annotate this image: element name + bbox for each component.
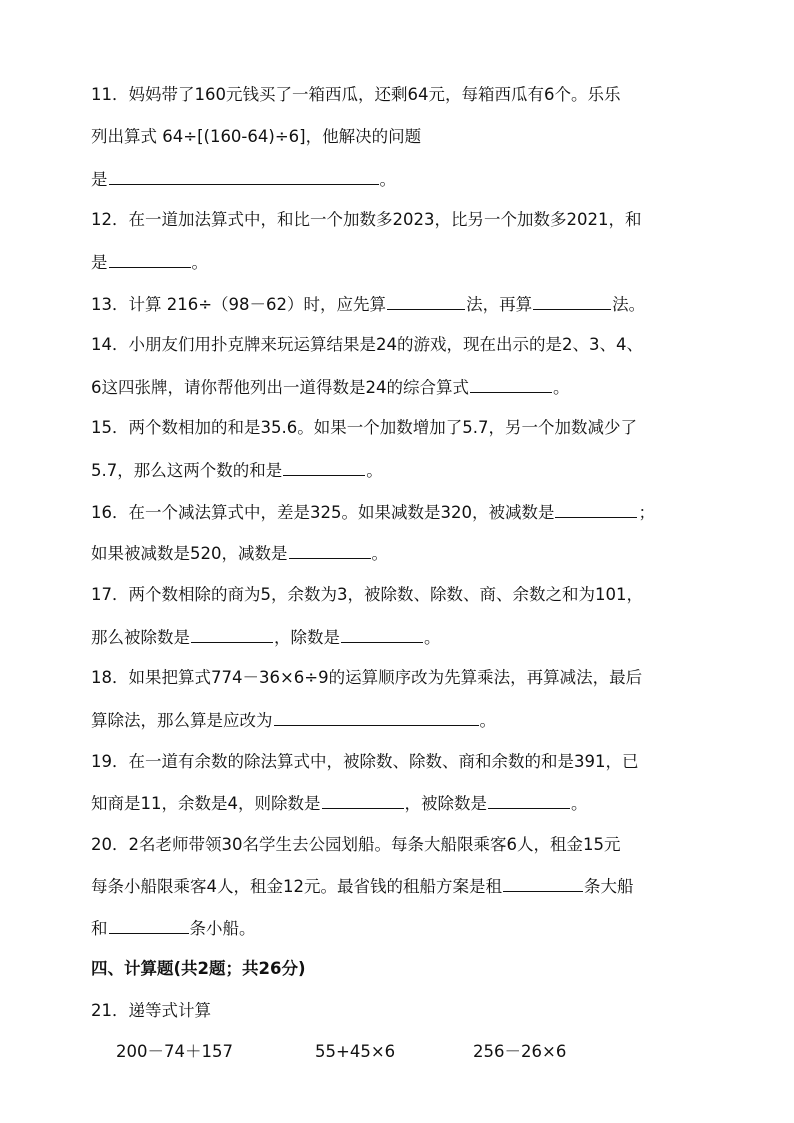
answer-blank-11[interactable]: [109, 167, 379, 185]
question-11-formula-text: 列出算式 64÷[(160-64)÷6]，他解决的问题: [91, 127, 422, 146]
answer-blank-19b[interactable]: [488, 791, 570, 809]
question-14-text: 14．小朋友们用扑克牌来玩运算结果是24的游戏，现在出示的是2、3、4、: [91, 335, 643, 354]
question-11-line-2: [91, 125, 706, 149]
answer-blank-13b[interactable]: [533, 292, 611, 310]
answer-blank-14[interactable]: [470, 375, 552, 393]
question-12-line-2: [91, 250, 706, 275]
question-18-text: 18．如果把算式774－36×6÷9的运算顺序改为先算乘法，再算减法，最后: [91, 668, 643, 687]
question-20-line-3: [91, 916, 706, 941]
question-17-line-2: [91, 625, 706, 650]
question-19-line-2: [91, 791, 706, 816]
question-16-line-1: [91, 500, 706, 525]
question-19-line-1: [91, 750, 706, 774]
question-12-text: 12．在一道加法算式中，和比一个加数多2023，比另一个加数多2021，和: [91, 210, 642, 229]
answer-blank-18[interactable]: [274, 708, 479, 726]
question-16-text: 16．在一个减法算式中，差是325。如果减数是320，被减数是: [91, 503, 555, 522]
question-11-line-3: [91, 167, 706, 192]
question-20-text: 20．2名老师带领30名学生去公园划船。每条大船限乘客6人，租金15元: [91, 835, 621, 854]
expression-2: 55+45×6: [315, 1042, 396, 1061]
question-12-suffix: 。: [191, 253, 208, 272]
question-12-line-1: [91, 208, 706, 232]
question-19-text: 19．在一道有余数的除法算式中，被除数、除数、商和余数的和是391，已: [91, 752, 639, 771]
section-4-title: 四、计算题(共2题；共26分): [91, 959, 306, 978]
question-15-line-1: [91, 416, 706, 440]
question-21-line-1: [91, 999, 706, 1023]
question-13-suffix: 法。: [612, 295, 646, 314]
question-16-prefix-2: 如果被减数是520，减数是: [91, 544, 288, 563]
question-20-line-1: [91, 833, 706, 857]
question-20-suffix: 条小船。: [189, 919, 256, 938]
answer-blank-17b[interactable]: [341, 625, 423, 643]
answer-blank-19a[interactable]: [322, 791, 404, 809]
answer-blank-12[interactable]: [109, 250, 191, 268]
question-15-line-2: [91, 458, 706, 483]
question-11-prefix: 是: [91, 170, 108, 189]
question-17-suffix: 。: [424, 628, 441, 647]
question-15-text: 15．两个数相加的和是35.6。如果一个加数增加了5.7，另一个加数减少了: [91, 418, 637, 437]
question-21-title: 21．递等式计算: [91, 1001, 211, 1020]
answer-blank-16a[interactable]: [555, 500, 637, 518]
question-18-suffix: 。: [479, 711, 496, 730]
question-16-suffix-2: 。: [371, 544, 388, 563]
answer-blank-20b[interactable]: [109, 916, 189, 934]
question-13-mid: 法，再算: [466, 295, 533, 314]
question-13-line-1: [91, 292, 706, 317]
question-16-line-2: [91, 541, 706, 566]
answer-blank-15[interactable]: [283, 458, 365, 476]
question-17-prefix: 那么被除数是: [91, 628, 190, 647]
question-11-suffix: 。: [379, 170, 396, 189]
question-14-prefix: 6这四张牌，请你帮他列出一道得数是24的综合算式: [91, 378, 469, 397]
question-12-prefix: 是: [91, 253, 108, 272]
question-17-text: 17．两个数相除的商为5，余数为3，被除数、除数、商、余数之和为101，: [91, 585, 643, 604]
question-14-suffix: 。: [553, 378, 570, 397]
answer-blank-20a[interactable]: [503, 874, 583, 892]
question-15-prefix: 5.7，那么这两个数的和是: [91, 461, 283, 480]
question-11-line-1: [91, 83, 706, 107]
answer-blank-16b[interactable]: [289, 541, 371, 559]
question-19-prefix: 知商是11，余数是4，则除数是: [91, 794, 321, 813]
question-20-prefix-3: 和: [91, 919, 108, 938]
section-4-heading: [91, 957, 706, 981]
question-17-mid: ，除数是: [274, 628, 340, 647]
question-20-line-2: [91, 874, 706, 899]
question-14-line-2: [91, 375, 706, 400]
question-18-line-2: [91, 708, 706, 733]
question-18-prefix: 算除法，那么算是应改为: [91, 711, 273, 730]
expression-1: 200－74＋157: [116, 1042, 233, 1061]
question-19-suffix: 。: [571, 794, 588, 813]
question-19-mid: ，被除数是: [404, 794, 487, 813]
question-15-suffix: 。: [366, 461, 383, 480]
question-18-line-1: [91, 666, 706, 690]
answer-blank-13a[interactable]: [387, 292, 465, 310]
question-20-prefix: 每条小船限乘客4人，租金12元。最省钱的租船方案是租: [91, 877, 502, 896]
expression-3: 256－26×6: [473, 1042, 567, 1061]
answer-blank-17a[interactable]: [191, 625, 273, 643]
question-17-line-1: [91, 583, 706, 607]
question-11-text: 11．妈妈带了160元钱买了一箱西瓜，还剩64元，每箱西瓜有6个。乐乐: [91, 85, 621, 104]
question-14-line-1: [91, 333, 706, 357]
question-13-text: 13．计算 216÷（98－62）时，应先算: [91, 295, 387, 314]
question-20-mid: 条大船: [584, 877, 634, 896]
question-16-suffix-1: ；: [638, 503, 655, 522]
